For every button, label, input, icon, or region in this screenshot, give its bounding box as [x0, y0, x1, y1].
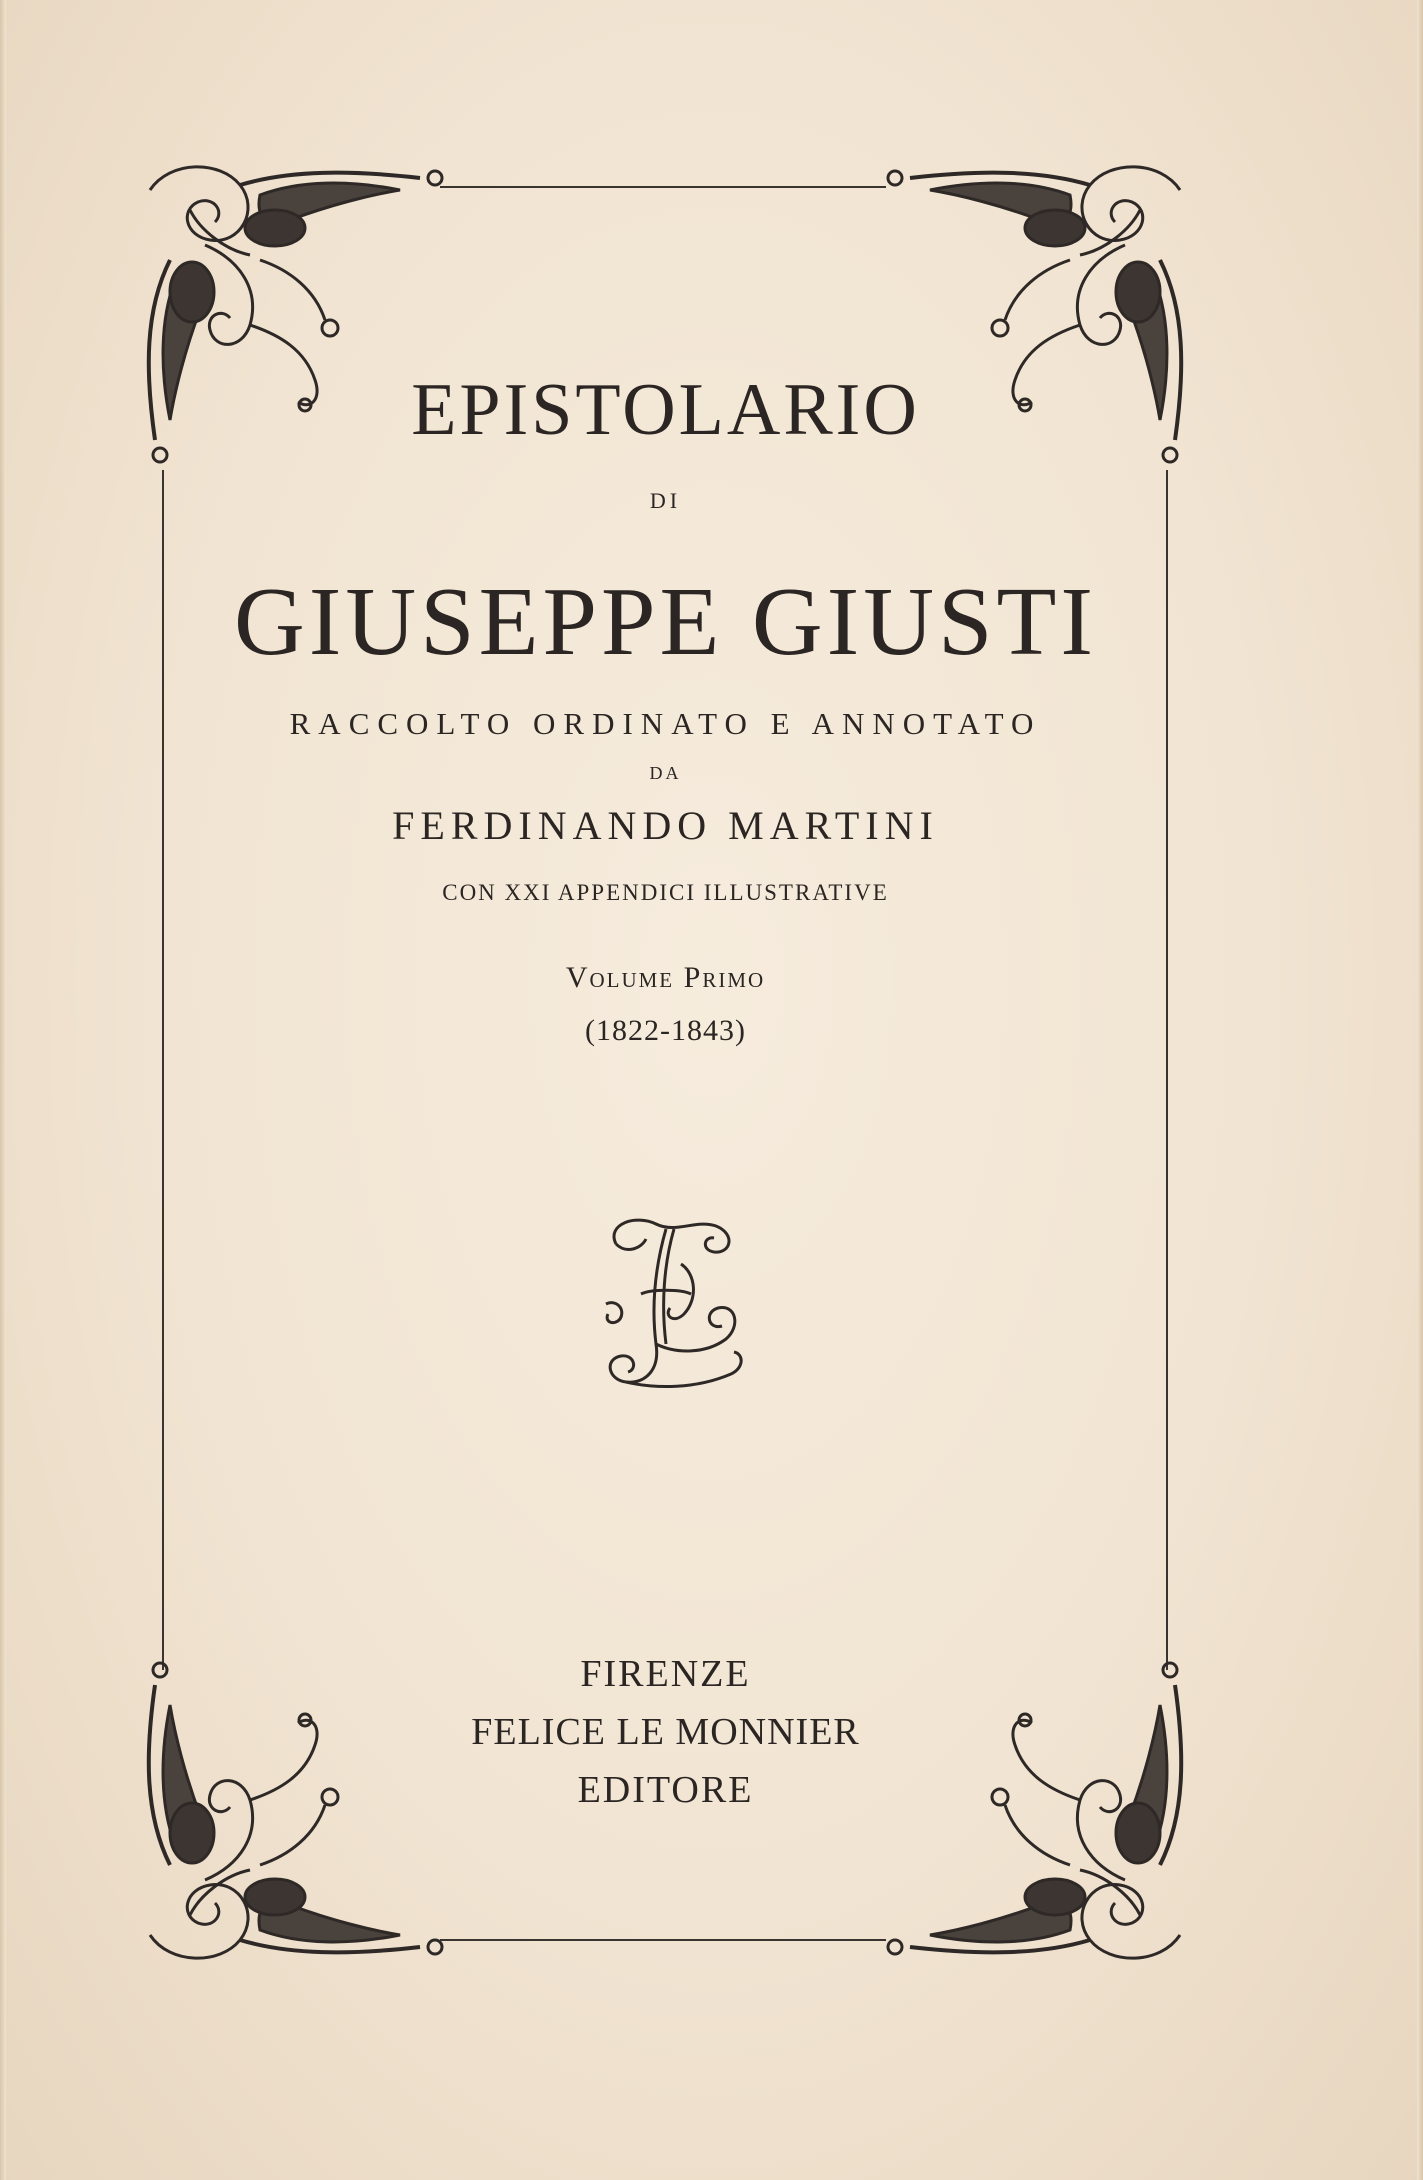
author-name: GIUSEPPE GIUSTI: [233, 568, 1098, 676]
corner-ornament-bottom-left: [130, 1655, 450, 1975]
corner-ornament-bottom-right: [880, 1655, 1200, 1975]
publisher-monogram-icon: [586, 1204, 750, 1404]
book-title: EPISTOLARIO: [411, 369, 920, 451]
appendices-note: CON XXI APPENDICI ILLUSTRATIVE: [442, 880, 889, 905]
page-edge-left: [0, 0, 6, 2180]
title-connector-di: DI: [649, 488, 682, 513]
edition-subtitle: RACCOLTO ORDINATO E ANNOTATO: [289, 706, 1042, 741]
editor-connector-da: DA: [649, 763, 682, 783]
volume-label: Volume Primo: [565, 961, 766, 994]
imprint-role: EDITORE: [577, 1769, 754, 1811]
frame-top-rule: [440, 186, 886, 188]
imprint-publisher: FELICE LE MONNIER: [471, 1711, 860, 1753]
volume-years: (1822-1843): [585, 1014, 746, 1047]
imprint-city: FIRENZE: [580, 1653, 751, 1695]
editor-name: FERDINANDO MARTINI: [392, 803, 939, 848]
page-edge-right: [1417, 0, 1423, 2180]
frame-bottom-rule: [440, 1939, 886, 1941]
